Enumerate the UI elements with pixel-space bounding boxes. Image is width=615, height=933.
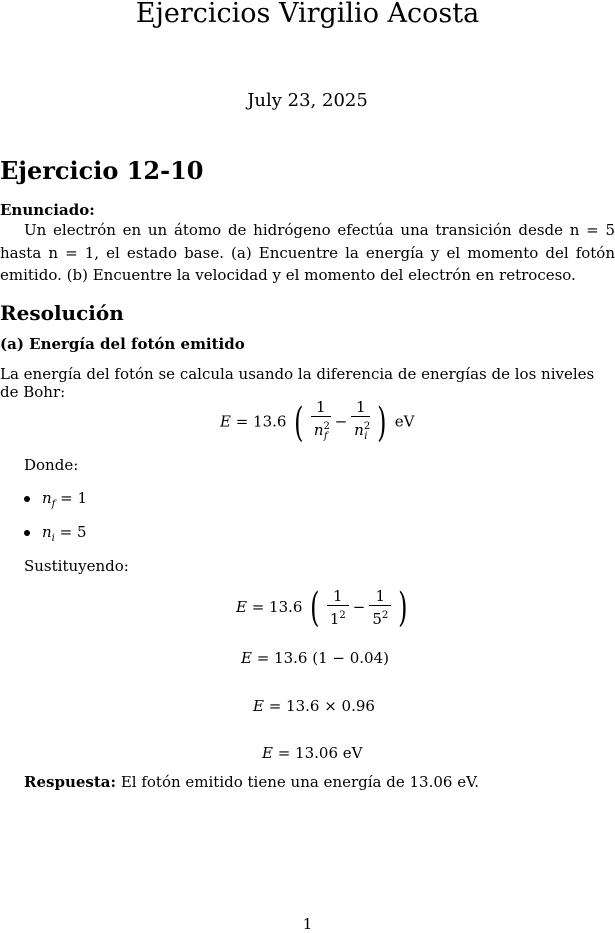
answer-label: Respuesta: (24, 773, 117, 791)
where-label: Donde: (24, 456, 79, 474)
bullet-item-nf: $n_f = 1$ (24, 489, 87, 510)
document-title: Ejercicios Virgilio Acosta (135, 0, 480, 29)
equation-step-4: E = 13.06 eV (262, 744, 363, 762)
statement-label: Enunciado: (0, 201, 95, 219)
part-a-intro: La energía del fotón se calcula usando la diferencia de energías de los niveles de Bohr: (0, 365, 595, 401)
answer-text: El fotón emitido tiene una energía de 13.06 eV. (120, 773, 480, 791)
equation-step-3: E = 13.6 × 0.96 (253, 697, 375, 715)
substituting-label: Sustituyendo: (24, 557, 129, 575)
formula-equation: E = 13.6 ( $\frac{1}{n^2_f}$ − $\frac{1}{n^2_i}$ ) eV (220, 398, 415, 446)
resolution-heading: Resolución (0, 301, 124, 325)
section-title: Ejercicio 12-10 (0, 156, 204, 185)
statement-paragraph (0, 219, 615, 287)
equation-step-2: E = 13.6 (1 − 0.04) (241, 649, 389, 667)
page-number: 1 (302, 915, 313, 933)
statement-text: Un electrón en un átomo de hidrógeno efectúa una transición desde n = 5 hasta n = 1, el estado base. (a) Encuentre la energía y el momento del fotón emitido. (b) Encuentre la velocidad y el momento del electrón en retroceso. (0, 221, 615, 284)
bullet-item-ni: $n_i = 5$ (24, 523, 87, 544)
answer-line (24, 773, 479, 791)
part-a-heading: (a) Energía del fotón emitido (0, 335, 245, 353)
document-date: July 23, 2025 (247, 90, 368, 111)
equation-step-1: E = 13.6 ( $\frac{1}{1^2}$ − $\frac{1}{5^2}$ ) (236, 585, 408, 631)
